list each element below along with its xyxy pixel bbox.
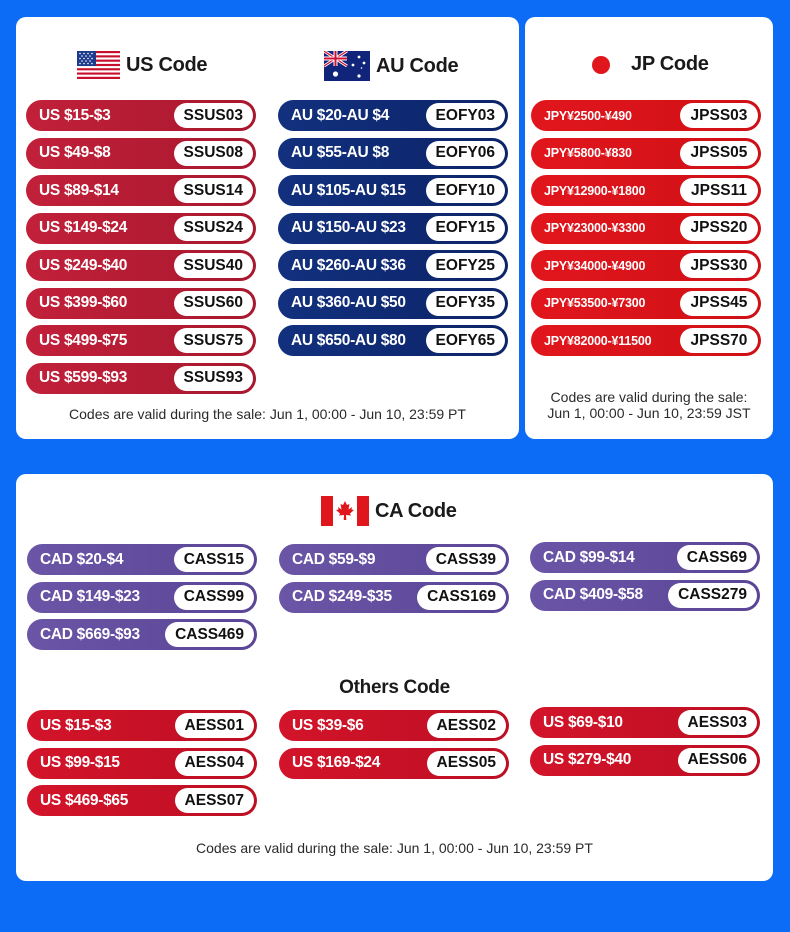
ca-coupon-code[interactable]: CASS99 xyxy=(174,585,254,610)
ca-coupon-code[interactable]: CASS69 xyxy=(677,545,757,570)
others-coupon-code[interactable]: AESS05 xyxy=(427,751,506,776)
us-coupon-code[interactable]: SSUS14 xyxy=(174,178,253,203)
others-price-label: US $15-$3 xyxy=(40,716,112,734)
jp-coupon-code[interactable]: JPSS03 xyxy=(680,103,758,128)
au-coupon-code[interactable]: EOFY65 xyxy=(426,328,505,353)
others-price-label: US $169-$24 xyxy=(292,754,381,771)
jp-code-pill[interactable] xyxy=(531,213,761,244)
au-code-heading xyxy=(324,51,458,81)
others-coupon-code[interactable]: AESS06 xyxy=(678,748,757,773)
us-price-label: US $249-$40 xyxy=(39,256,128,274)
au-price-label: AU $650-AU $80 xyxy=(291,331,406,349)
au-coupon-code[interactable]: EOFY03 xyxy=(426,103,505,128)
ca-coupon-code[interactable]: CASS279 xyxy=(668,583,757,608)
us-flag-icon xyxy=(77,51,120,79)
jp-coupon-code[interactable]: JPSS05 xyxy=(680,141,758,166)
jp-code-heading xyxy=(591,53,709,76)
jp-price-label: JPY¥34000-¥4900 xyxy=(544,258,646,273)
ca-code-heading xyxy=(321,496,457,526)
ca-code-pill[interactable] xyxy=(530,580,760,611)
others-code-pill[interactable] xyxy=(279,710,509,741)
others-code-pill[interactable] xyxy=(530,745,760,776)
others-code-title: Others Code xyxy=(339,677,450,698)
us-price-label: US $149-$24 xyxy=(39,219,128,236)
us-price-label: US $499-$75 xyxy=(39,331,128,349)
others-code-pill[interactable] xyxy=(530,707,760,738)
ca-price-label: CAD $59-$9 xyxy=(292,550,376,568)
others-code-pill[interactable] xyxy=(27,710,257,741)
others-code-pill[interactable] xyxy=(27,748,257,779)
ca-code-title: CA Code xyxy=(375,499,457,522)
ca-price-label: CAD $20-$4 xyxy=(40,550,124,568)
us-code-pill[interactable] xyxy=(26,175,256,206)
others-price-label: US $279-$40 xyxy=(543,751,632,768)
us-price-label: US $49-$8 xyxy=(39,144,111,161)
others-coupon-code[interactable]: AESS07 xyxy=(175,788,254,813)
us-coupon-code[interactable]: SSUS93 xyxy=(174,366,253,391)
us-coupon-code[interactable]: SSUS24 xyxy=(174,216,253,241)
us-code-title: US Code xyxy=(126,53,208,76)
us-code-heading xyxy=(77,51,207,79)
jp-price-label: JPY¥53500-¥7300 xyxy=(544,296,646,310)
others-price-label: US $39-$6 xyxy=(292,716,364,734)
au-price-label: AU $55-AU $8 xyxy=(291,144,390,161)
us-coupon-code[interactable]: SSUS08 xyxy=(174,141,253,166)
jp-price-label: JPY¥2500-¥490 xyxy=(544,108,632,123)
others-coupon-code[interactable]: AESS02 xyxy=(427,713,506,738)
us-code-pill[interactable] xyxy=(26,288,256,319)
au-flag-icon xyxy=(324,51,370,81)
au-code-pill[interactable] xyxy=(278,250,508,281)
ca-coupon-code[interactable]: CASS15 xyxy=(174,547,254,572)
au-coupon-code[interactable]: EOFY10 xyxy=(426,178,505,203)
ca-price-label: CAD $99-$14 xyxy=(543,548,635,566)
au-code-pill[interactable] xyxy=(278,100,508,131)
jp-code-pill[interactable] xyxy=(531,250,761,281)
others-code-column-2 xyxy=(279,710,509,785)
others-code-column-3 xyxy=(530,707,760,782)
jp-coupon-code[interactable]: JPSS30 xyxy=(680,253,758,278)
au-price-label: AU $150-AU $23 xyxy=(291,219,406,236)
ca-others-code-card xyxy=(16,474,773,881)
others-coupon-code[interactable]: AESS04 xyxy=(175,751,254,776)
jp-code-list xyxy=(531,100,761,363)
ca-code-pill[interactable] xyxy=(279,582,509,613)
au-code-pill[interactable] xyxy=(278,175,508,206)
us-price-label: US $15-$3 xyxy=(39,106,111,124)
jp-price-label: JPY¥12900-¥1800 xyxy=(544,183,646,198)
au-code-list xyxy=(278,100,508,363)
us-coupon-code[interactable]: SSUS75 xyxy=(174,328,253,353)
jp-code-pill[interactable] xyxy=(531,288,761,319)
ca-price-label: CAD $409-$58 xyxy=(543,586,643,603)
jp-coupon-code[interactable]: JPSS20 xyxy=(680,216,758,241)
ca-price-label: CAD $149-$23 xyxy=(40,588,140,605)
jp-code-title: JP Code xyxy=(631,53,709,75)
others-code-pill[interactable] xyxy=(279,748,509,779)
au-price-label: AU $105-AU $15 xyxy=(291,181,406,199)
jp-coupon-code[interactable]: JPSS11 xyxy=(680,178,758,203)
ca-price-label: CAD $249-$35 xyxy=(292,588,392,605)
bottom-validity-note: Codes are valid during the sale: Jun 1, 00:00 - Jun 10, 23:59 PT xyxy=(196,840,593,856)
others-code-pill[interactable] xyxy=(27,785,257,816)
us-coupon-code[interactable]: SSUS60 xyxy=(174,291,253,316)
jp-code-card xyxy=(525,17,773,439)
ca-price-label: CAD $669-$93 xyxy=(40,625,140,643)
ca-coupon-code[interactable]: CASS169 xyxy=(417,585,506,610)
us-au-validity-note: Codes are valid during the sale: Jun 1, 00:00 - Jun 10, 23:59 PT xyxy=(69,406,466,422)
ca-code-pill[interactable] xyxy=(27,619,257,650)
au-coupon-code[interactable]: EOFY25 xyxy=(426,253,505,278)
au-code-pill[interactable] xyxy=(278,288,508,319)
au-code-title: AU Code xyxy=(376,54,459,77)
au-price-label: AU $20-AU $4 xyxy=(291,106,390,124)
ca-code-column-2 xyxy=(279,544,509,619)
au-price-label: AU $260-AU $36 xyxy=(291,256,406,274)
ca-coupon-code[interactable]: CASS469 xyxy=(165,622,254,647)
jp-code-pill[interactable] xyxy=(531,100,761,131)
us-code-pill[interactable] xyxy=(26,325,256,356)
us-code-pill[interactable] xyxy=(26,100,256,131)
us-au-code-card xyxy=(16,17,519,439)
us-price-label: US $89-$14 xyxy=(39,181,119,199)
others-price-label: US $469-$65 xyxy=(40,791,129,809)
au-code-pill[interactable] xyxy=(278,138,508,169)
au-coupon-code[interactable]: EOFY35 xyxy=(426,291,505,316)
us-coupon-code[interactable]: SSUS40 xyxy=(174,253,253,278)
au-coupon-code[interactable]: EOFY06 xyxy=(426,141,505,166)
jp-validity-note xyxy=(525,389,773,421)
au-coupon-code[interactable]: EOFY15 xyxy=(426,216,505,241)
jp-price-label: JPY¥82000-¥11500 xyxy=(544,333,652,348)
au-code-pill[interactable] xyxy=(278,213,508,244)
jp-flag-icon xyxy=(591,55,611,75)
ca-flag-icon xyxy=(321,496,369,526)
others-price-label: US $99-$15 xyxy=(40,754,120,771)
jp-validity-note-line2: Jun 1, 00:00 - Jun 10, 23:59 JST xyxy=(547,405,751,421)
ca-code-column-3 xyxy=(530,542,760,617)
ca-code-pill[interactable] xyxy=(530,542,760,573)
us-code-pill[interactable] xyxy=(26,138,256,169)
us-code-pill[interactable] xyxy=(26,213,256,244)
us-price-label: US $599-$93 xyxy=(39,369,128,386)
others-coupon-code[interactable]: AESS01 xyxy=(175,713,254,738)
jp-coupon-code[interactable]: JPSS70 xyxy=(680,328,758,353)
au-code-pill[interactable] xyxy=(278,325,508,356)
ca-code-pill[interactable] xyxy=(27,544,257,575)
jp-code-pill[interactable] xyxy=(531,138,761,169)
others-code-column-1 xyxy=(27,710,257,823)
us-code-pill[interactable] xyxy=(26,363,256,394)
jp-code-pill[interactable] xyxy=(531,175,761,206)
jp-price-label: JPY¥5800-¥830 xyxy=(544,146,632,160)
jp-code-pill[interactable] xyxy=(531,325,761,356)
us-code-pill[interactable] xyxy=(26,250,256,281)
us-code-list xyxy=(26,100,256,400)
others-coupon-code[interactable]: AESS03 xyxy=(678,710,757,735)
us-coupon-code[interactable]: SSUS03 xyxy=(174,103,253,128)
ca-coupon-code[interactable]: CASS39 xyxy=(426,547,506,572)
jp-price-label: JPY¥23000-¥3300 xyxy=(544,221,646,235)
us-price-label: US $399-$60 xyxy=(39,294,128,311)
jp-validity-note-line1: Codes are valid during the sale: xyxy=(550,389,748,405)
au-price-label: AU $360-AU $50 xyxy=(291,294,406,311)
ca-code-column-1 xyxy=(27,544,257,657)
ca-code-pill[interactable] xyxy=(27,582,257,613)
others-price-label: US $69-$10 xyxy=(543,713,623,731)
ca-code-pill[interactable] xyxy=(279,544,509,575)
jp-coupon-code[interactable]: JPSS45 xyxy=(680,291,758,316)
